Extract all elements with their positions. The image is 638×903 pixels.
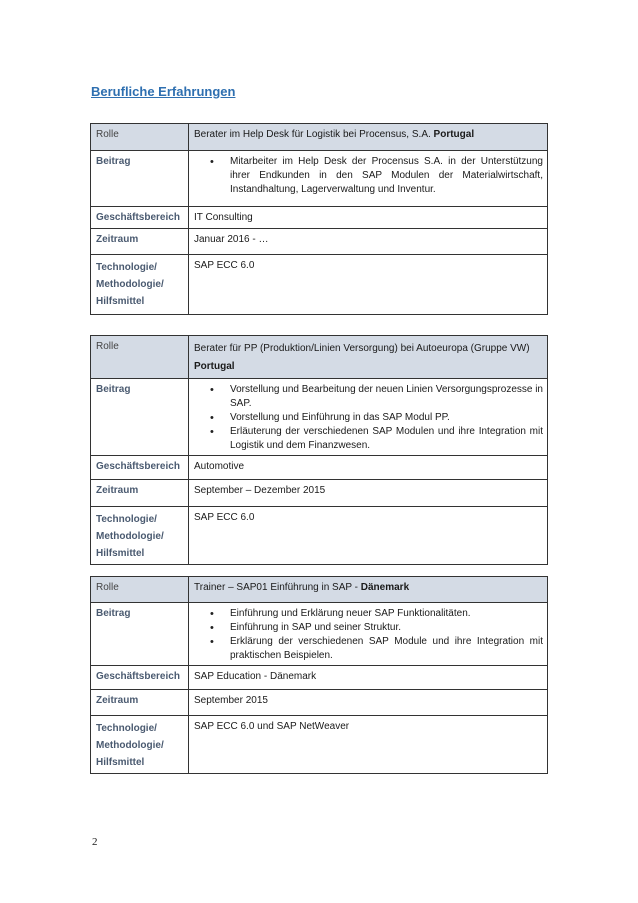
label-geschaeftsbereich: Geschäftsbereich — [91, 456, 189, 480]
rolle-country: Portugal — [194, 361, 235, 372]
beitrag-value — [189, 379, 548, 456]
beitrag-item: • Erläuterung der verschiedenen SAP Modulen und ihre Integration mit Logistik und dem Finanzwesen. — [230, 425, 543, 453]
geschaeftsbereich-value: IT Consulting — [189, 207, 548, 229]
geschaeftsbereich-value: Automotive — [189, 456, 548, 480]
rolle-country: Portugal — [433, 129, 475, 140]
label-technologie: Technologie/ Methodologie/ Hilfsmittel — [91, 255, 189, 315]
beitrag-item: • Vorstellung und Einführung in das SAP Modul PP. — [230, 411, 543, 425]
label-zeitraum: Zeitraum — [91, 229, 189, 255]
beitrag-item: • Einführung in SAP und seiner Struktur. — [230, 621, 543, 635]
label-rolle: Rolle — [91, 336, 189, 379]
beitrag-item: • Erklärung der verschiedenen SAP Module und ihre Integration mit praktischen Beispielen. — [230, 635, 543, 663]
page-number: 2 — [92, 836, 98, 848]
label-beitrag: Beitrag — [91, 379, 189, 456]
zeitraum-value: September – Dezember 2015 — [189, 480, 548, 507]
label-rolle: Rolle — [91, 124, 189, 151]
label-geschaeftsbereich: Geschäftsbereich — [91, 207, 189, 229]
label-technologie: Technologie/ Methodologie/ Hilfsmittel — [91, 507, 189, 565]
technologie-value: SAP ECC 6.0 und SAP NetWeaver — [189, 716, 548, 774]
technologie-value: SAP ECC 6.0 — [189, 255, 548, 315]
zeitraum-value: September 2015 — [189, 690, 548, 716]
beitrag-value — [189, 151, 548, 207]
label-beitrag: Beitrag — [91, 151, 189, 207]
zeitraum-value: Januar 2016 - … — [189, 229, 548, 255]
beitrag-value — [189, 603, 548, 666]
label-geschaeftsbereich: Geschäftsbereich — [91, 666, 189, 690]
label-rolle: Rolle — [91, 577, 189, 603]
label-technologie: Technologie/ Methodologie/ Hilfsmittel — [91, 716, 189, 774]
beitrag-item: • Vorstellung und Bearbeitung der neuen Linien Versorgungsprozesse in SAP. — [230, 383, 543, 411]
rolle-value — [189, 124, 548, 151]
rolle-text: Trainer – SAP01 Einführung in SAP - — [194, 582, 358, 593]
beitrag-item: • Einführung und Erklärung neuer SAP Funktionalitäten. — [230, 607, 543, 621]
rolle-text: Berater für PP (Produktion/Linien Versorgung) bei Autoeuropa (Gruppe VW) — [194, 343, 530, 354]
rolle-value — [189, 336, 548, 379]
rolle-text: Berater im Help Desk für Logistik bei Procensus, S.A. — [194, 129, 431, 140]
label-zeitraum: Zeitraum — [91, 690, 189, 716]
rolle-country: Dänemark — [360, 582, 410, 593]
rolle-value — [189, 577, 548, 603]
experience-table-3 — [90, 576, 548, 774]
label-beitrag: Beitrag — [91, 603, 189, 666]
technologie-value: SAP ECC 6.0 — [189, 507, 548, 565]
geschaeftsbereich-value: SAP Education - Dänemark — [189, 666, 548, 690]
experience-table-1 — [90, 123, 548, 315]
beitrag-item: • Mitarbeiter im Help Desk der Procensus S.A. in der Unterstützung ihrer Endkunden in den SAP Modulen der Materialwirtschaft, Instandhaltung, Lagerverwaltung und Inventur. — [230, 155, 543, 197]
section-title: Berufliche Erfahrungen — [91, 84, 236, 99]
experience-table-2 — [90, 335, 548, 565]
label-zeitraum: Zeitraum — [91, 480, 189, 507]
